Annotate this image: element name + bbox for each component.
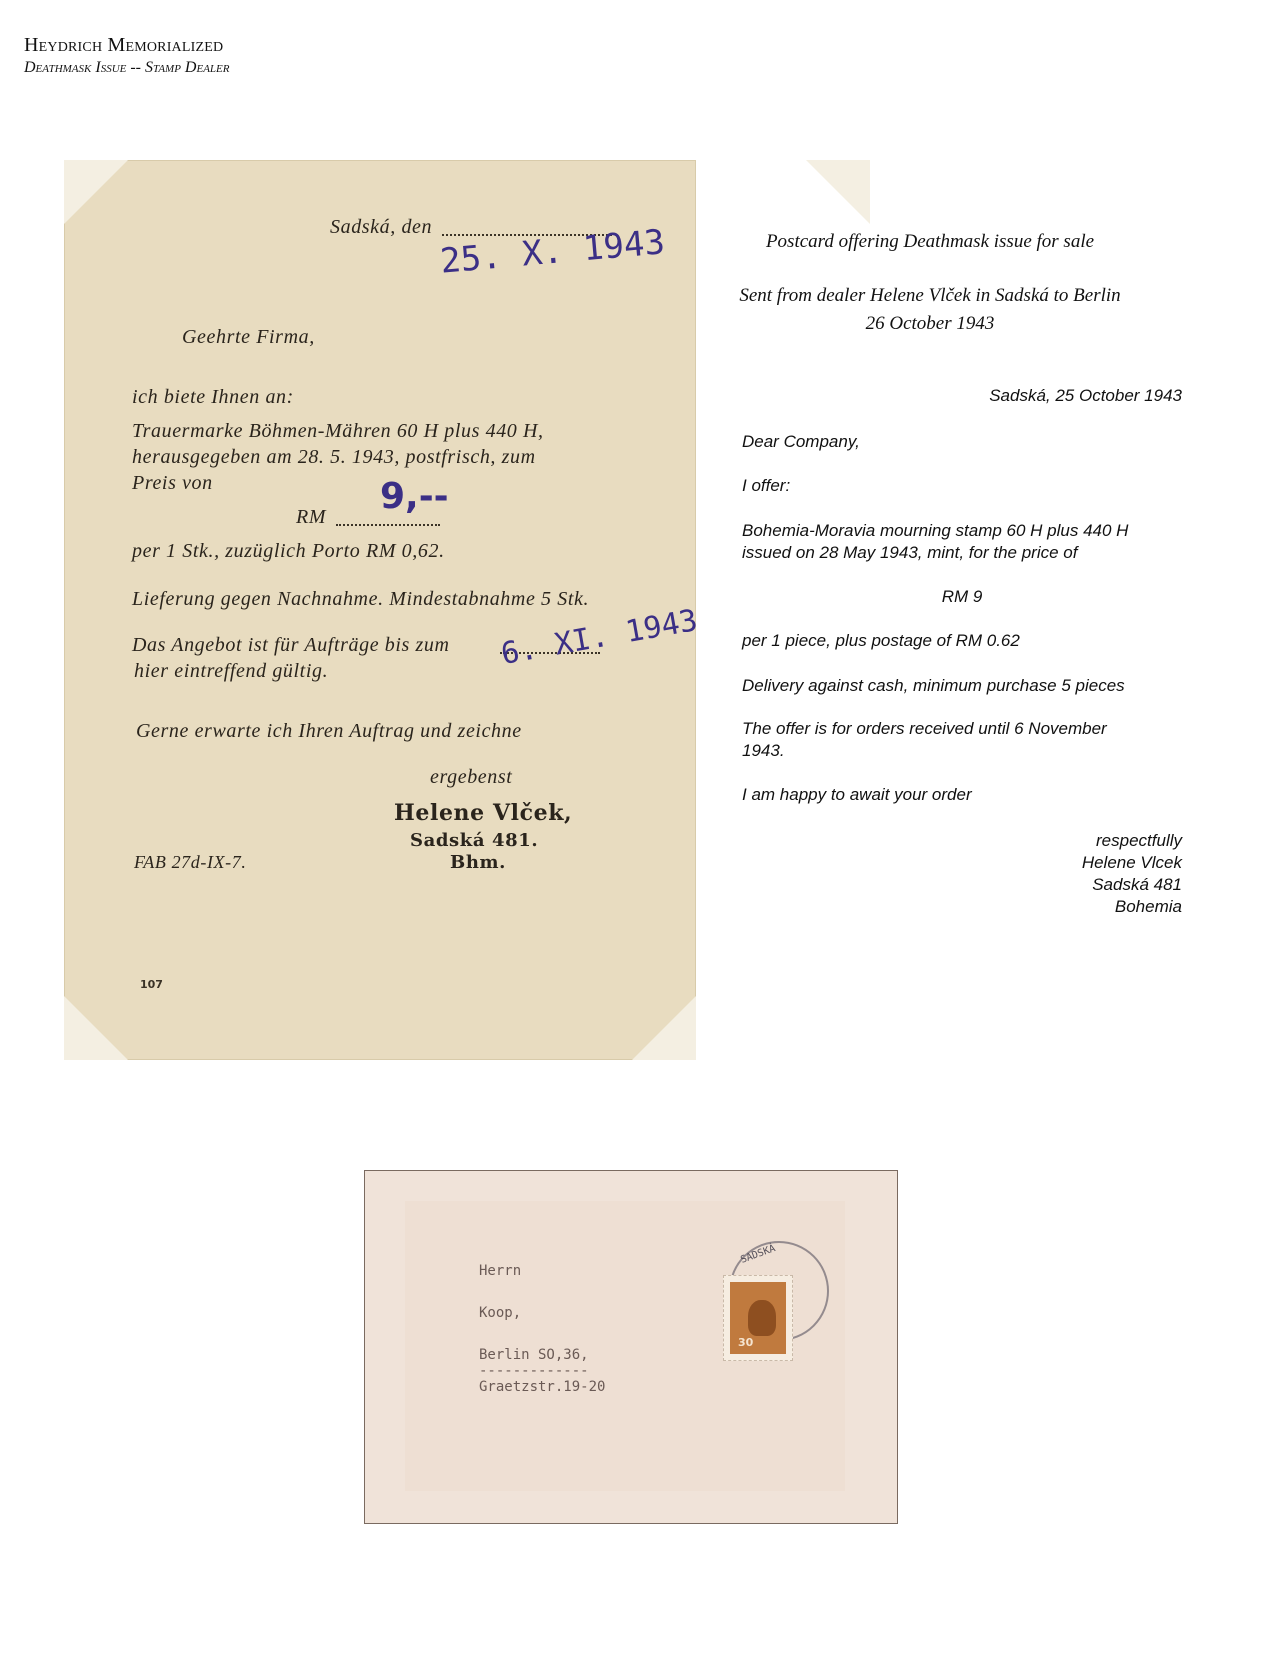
- translation-offer: 1943.: [742, 741, 785, 760]
- stamp-portrait-icon: [730, 1282, 786, 1354]
- translation-price: RM 9: [941, 587, 983, 606]
- address-line: Graetzstr.19-20: [479, 1379, 606, 1395]
- offer-text: hier eintreffend gültig.: [134, 660, 329, 682]
- envelope-image: [364, 1170, 898, 1524]
- delivery-text: Lieferung gegen Nachnahme. Mindestabnahme 5 Stk.: [132, 588, 590, 610]
- dotted-line: [336, 524, 440, 526]
- item-line: herausgegeben am 28. 5. 1943, postfrisch, zum: [132, 446, 536, 468]
- form-code: FAB 27d-IX-7.: [134, 852, 247, 872]
- translation-offer: The offer is for orders received until 6 November: [742, 719, 1107, 738]
- photo-corner: [64, 996, 128, 1060]
- price-stamp: 9,--: [380, 476, 449, 517]
- closing-text: Gerne erwarte ich Ihren Auftrag und zeichne: [136, 720, 522, 742]
- translation-closing: I am happy to await your order: [742, 785, 972, 804]
- postage-stamp: [723, 1275, 793, 1361]
- per-piece-text: per 1 Stk., zuzüglich Porto RM 0,62.: [132, 540, 445, 562]
- caption: Postcard offering Deathmask issue for sale: [765, 231, 1095, 252]
- offer-text: Das Angebot ist für Aufträge bis zum: [132, 634, 450, 656]
- postmark-text: SADSKÁ: [739, 1243, 777, 1266]
- page-header: [24, 34, 229, 77]
- translation-per-piece: per 1 piece, plus postage of RM 0.62: [742, 631, 1020, 650]
- price-label: RM: [296, 506, 327, 528]
- translation-sender-address: Sadská 481: [1092, 875, 1182, 894]
- page-subtitle: Deathmask Issue -- Stamp Dealer: [24, 59, 230, 76]
- print-number: 107: [140, 978, 163, 991]
- item-line: Preis von: [132, 472, 213, 494]
- translation-sender-region: Bohemia: [1114, 897, 1182, 916]
- intro-text: ich biete Ihnen an:: [132, 386, 294, 408]
- sender-address: Sadská 481.: [410, 830, 539, 851]
- translation-item: Bohemia-Moravia mourning stamp 60 H plus 440 H: [742, 521, 1129, 540]
- photo-corner: [64, 160, 128, 224]
- photo-corner: [806, 160, 870, 224]
- salutation: Geehrte Firma,: [182, 326, 315, 348]
- address-line: Koop,: [479, 1305, 522, 1321]
- caption: Sent from dealer Helene Vlček in Sadská to Berlin: [739, 285, 1121, 306]
- translation-intro: I offer:: [742, 476, 791, 495]
- address-line: Berlin SO,36,: [479, 1347, 589, 1363]
- translation-regards: respectfully: [1096, 831, 1182, 850]
- page-title: Heydrich Memorialized: [24, 34, 224, 56]
- regards-text: ergebenst: [430, 766, 513, 788]
- address-line: Herrn: [479, 1263, 522, 1279]
- address-separator: -------------: [479, 1363, 589, 1379]
- place-date-label: Sadská, den: [330, 216, 433, 238]
- stamp-value: 30: [738, 1336, 754, 1349]
- translation-item: issued on 28 May 1943, mint, for the price of: [742, 543, 1078, 562]
- translation-place-date: Sadská, 25 October 1943: [989, 386, 1182, 405]
- date-stamp: 25. X. 1943: [438, 222, 667, 282]
- translation-delivery: Delivery against cash, minimum purchase 5 pieces: [742, 676, 1125, 695]
- translation-salutation: Dear Company,: [742, 432, 860, 451]
- postcard-image: [64, 160, 701, 1060]
- offer-date-stamp: 6. XI. 1943: [498, 603, 701, 672]
- item-line: Trauermarke Böhmen-Mähren 60 H plus 440 H,: [132, 420, 544, 442]
- translation-sender-name: Helene Vlcek: [1081, 853, 1182, 872]
- sender-region: Bhm.: [450, 852, 507, 873]
- portrait-head-icon: [748, 1300, 776, 1336]
- photo-corner: [632, 996, 696, 1060]
- caption: 26 October 1943: [865, 313, 995, 334]
- sender-name: Helene Vlček,: [394, 800, 573, 826]
